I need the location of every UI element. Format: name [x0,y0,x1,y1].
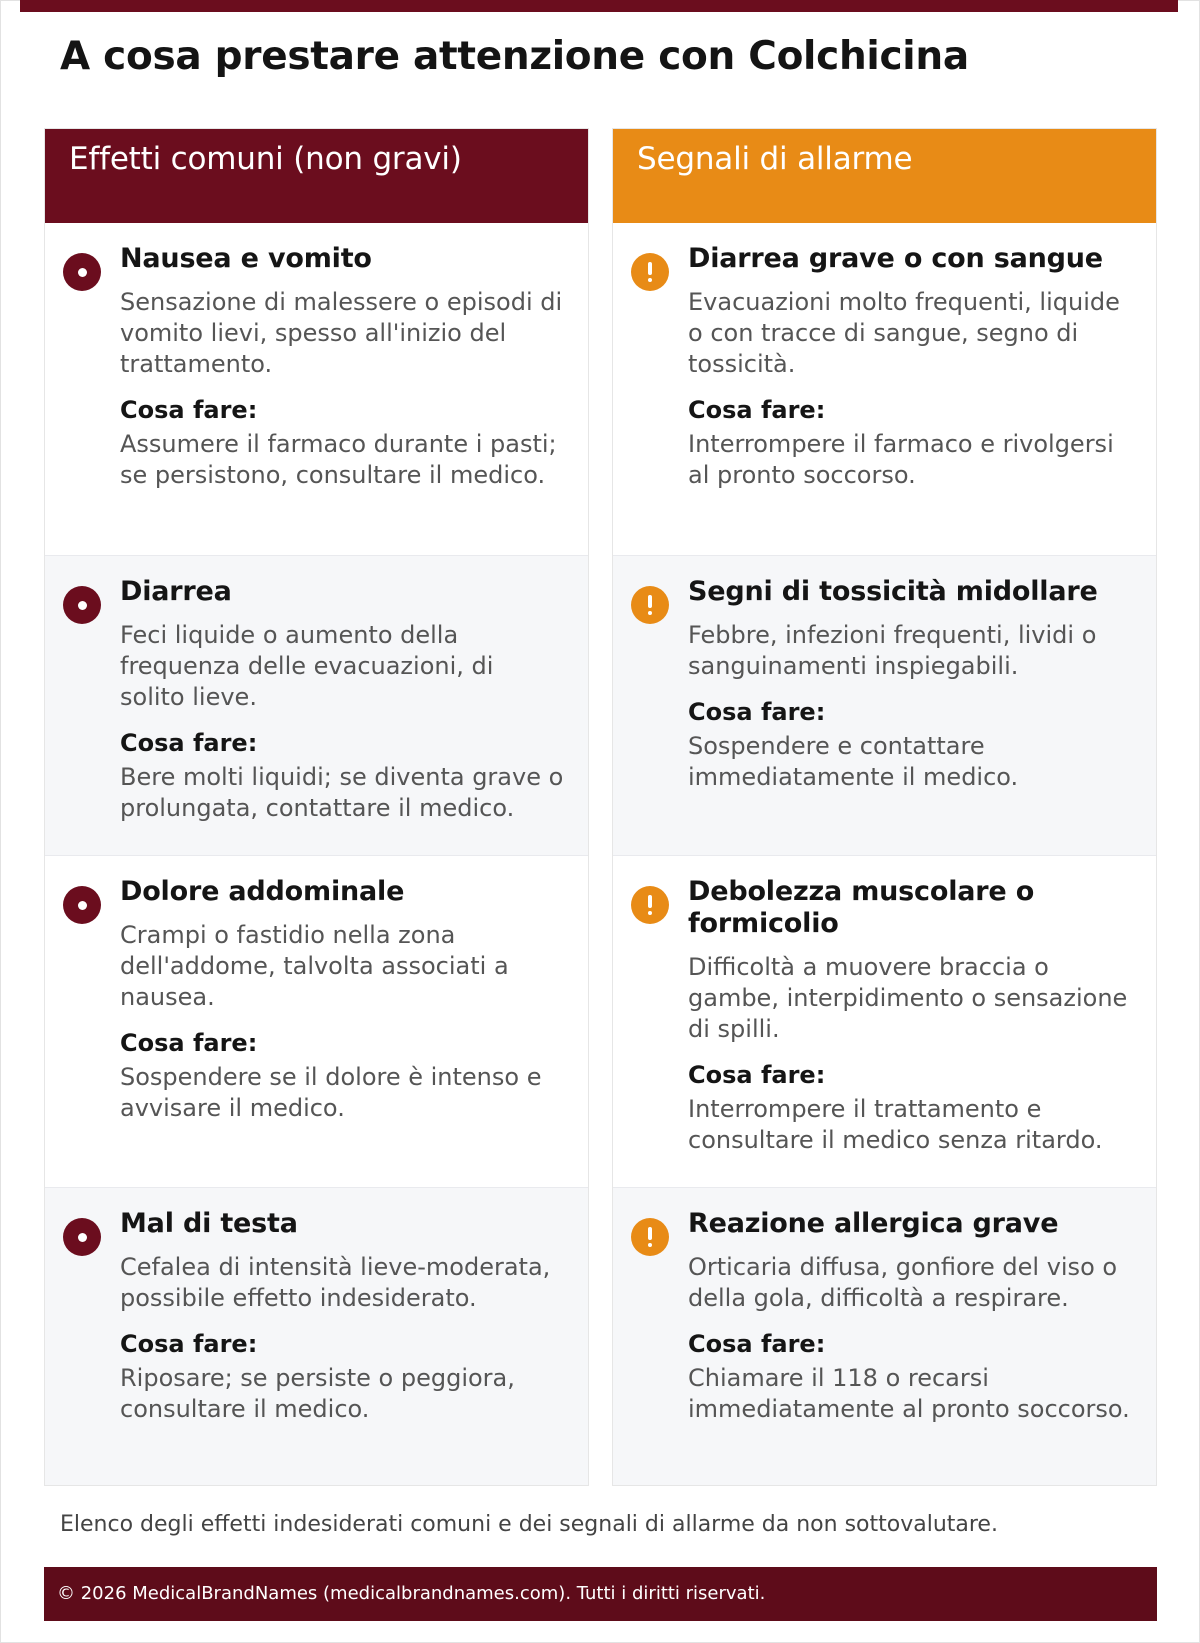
item-action: Riposare; se persiste o peggiora, consultare il medico. [120,1364,515,1423]
action-label: Cosa fare: [688,1061,826,1089]
item-title: Segni di tossicità midollare [688,576,1098,607]
list-item [613,855,1156,1187]
item-action: Interrompere il farmaco e rivolgersi al pronto soccorso. [688,430,1114,489]
item-description: Cefalea di intensità lieve-moderata, possibile effetto indesiderato. [120,1253,551,1312]
action-label: Cosa fare: [120,729,258,757]
list-item [45,855,588,1187]
list-item [613,223,1156,555]
item-title: Dolore addominale [120,876,405,907]
bullet-dot-icon [63,586,101,624]
warning-exclamation-icon [631,886,669,924]
item-title: Nausea e vomito [120,243,372,274]
warning-exclamation-icon [631,253,669,291]
common-effects-header: Effetti comuni (non gravi) [45,129,588,223]
item-action: Chiamare il 118 o recarsi immediatamente al pronto soccorso. [688,1364,1130,1423]
list-item [45,1187,588,1485]
top-accent-bar [20,0,1178,12]
page-title: A cosa prestare attenzione con Colchicina [60,34,969,79]
copyright-footer: © 2026 MedicalBrandNames (medicalbrandnames.com). Tutti i diritti riservati. [44,1567,1157,1621]
alarm-signs-panel [612,128,1157,1486]
action-label: Cosa fare: [120,1029,258,1057]
item-action: Assumere il farmaco durante i pasti; se persistono, consultare il medico. [120,430,557,489]
footnote-caption: Elenco degli effetti indesiderati comuni e dei segnali di allarme da non sottovalutare. [60,1512,998,1537]
action-label: Cosa fare: [688,698,826,726]
item-description: Sensazione di malessere o episodi di vomito lievi, spesso all'inizio del trattamento. [120,288,563,378]
action-label: Cosa fare: [688,1330,826,1358]
item-title: Reazione allergica grave [688,1208,1059,1239]
item-description: Crampi o fastidio nella zona dell'addome, talvolta associati a nausea. [120,921,509,1011]
bullet-dot-icon [63,886,101,924]
action-label: Cosa fare: [120,1330,258,1358]
item-description: Feci liquide o aumento della frequenza delle evacuazioni, di solito lieve. [120,621,494,711]
item-title: Diarrea grave o con sangue [688,243,1103,274]
item-description: Orticaria diffusa, gonfiore del viso o della gola, difficoltà a respirare. [688,1253,1118,1312]
item-action: Bere molti liquidi; se diventa grave o prolungata, contattare il medico. [120,763,564,822]
item-title: Debolezza muscolare o formicolio [688,876,1035,939]
list-item [45,555,588,855]
item-description: Febbre, infezioni frequenti, lividi o sanguinamenti inspiegabili. [688,621,1097,680]
alarm-signs-header: Segnali di allarme [613,129,1156,223]
common-effects-panel [44,128,589,1486]
item-action: Sospendere e contattare immediatamente il medico. [688,732,1019,791]
warning-exclamation-icon [631,1218,669,1256]
item-description: Difficoltà a muovere braccia o gambe, interpidimento o sensazione di spilli. [688,953,1128,1043]
bullet-dot-icon [63,253,101,291]
action-label: Cosa fare: [688,396,826,424]
list-item [613,555,1156,855]
item-title: Diarrea [120,576,232,607]
item-title: Mal di testa [120,1208,298,1239]
item-description: Evacuazioni molto frequenti, liquide o con tracce di sangue, segno di tossicità. [688,288,1120,378]
item-action: Sospendere se il dolore è intenso e avvisare il medico. [120,1063,542,1122]
bullet-dot-icon [63,1218,101,1256]
action-label: Cosa fare: [120,396,258,424]
list-item [45,223,588,555]
list-item [613,1187,1156,1485]
warning-exclamation-icon [631,586,669,624]
item-action: Interrompere il trattamento e consultare il medico senza ritardo. [688,1095,1103,1154]
